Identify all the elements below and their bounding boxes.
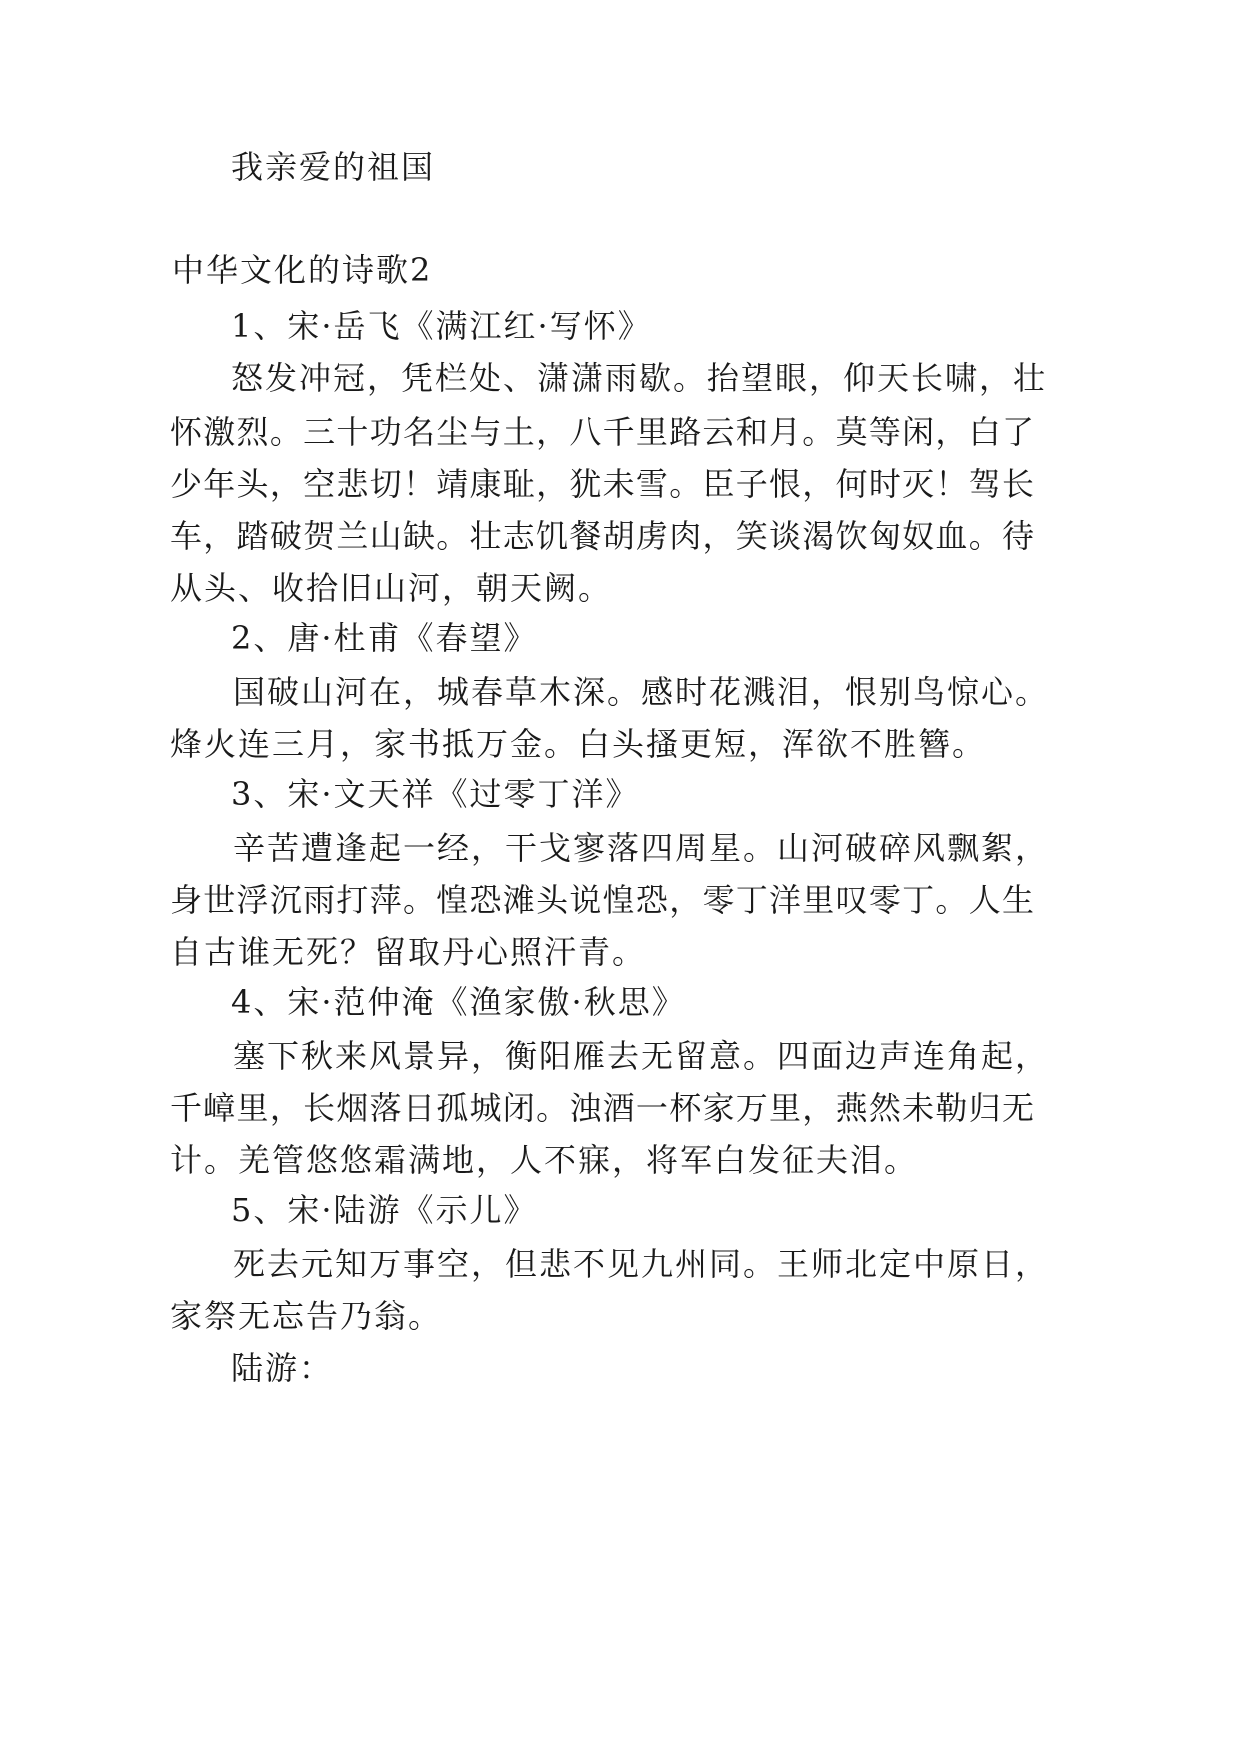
- section-title: 中华文化的诗歌2: [172, 251, 433, 289]
- poem-line: 车，踏破贺兰山缺。壮志饥餐胡虏肉，笑谈渴饮匈奴血。待: [170, 517, 1034, 555]
- poem-line: 死去元知万事空，但悲不见九州同。王师北定中原日，: [233, 1245, 1050, 1283]
- poem-line: 身世浮沉雨打萍。惶恐滩头说惶恐，零丁洋里叹零丁。人生: [170, 881, 1034, 919]
- closing-label: 陆游：: [231, 1349, 334, 1387]
- poem-line: 计。羌管悠悠霜满地，人不寐，将军白发征夫泪。: [170, 1141, 919, 1179]
- poem-heading: 5、宋·陆游《示儿》: [231, 1191, 538, 1229]
- poem-line: 家祭无忘告乃翁。: [170, 1297, 443, 1335]
- poem-heading: 1、宋·岳飞《满江红·写怀》: [231, 307, 652, 345]
- poem-heading: 4、宋·范仲淹《渔家傲·秋思》: [231, 983, 686, 1021]
- poem-line: 千嶂里，长烟落日孤城闭。浊酒一杯家万里，燕然未勒归无: [170, 1089, 1034, 1127]
- poem-heading: 2、唐·杜甫《春望》: [231, 619, 538, 657]
- poem-line: 烽火连三月，家书抵万金。白头搔更短，浑欲不胜簪。: [170, 725, 987, 763]
- poem-line: 怒发冲冠，凭栏处、潇潇雨歇。抬望眼，仰天长啸，壮: [231, 359, 1048, 397]
- poem-heading: 3、宋·文天祥《过零丁洋》: [231, 775, 640, 813]
- poem-line: 塞下秋来风景异，衡阳雁去无留意。四面边声连角起，: [233, 1037, 1050, 1075]
- poem-line: 少年头，空悲切！靖康耻，犹未雪。臣子恨，何时灭！驾长: [170, 465, 1034, 503]
- poem-line: 辛苦遭逢起一经，干戈寥落四周星。山河破碎风飘絮，: [233, 829, 1050, 867]
- poem-line: 从头、收拾旧山河，朝天阙。: [170, 569, 613, 607]
- poem-line: 怀激烈。三十功名尘与土，八千里路云和月。莫等闲，白了: [170, 413, 1034, 451]
- intro-line: 我亲爱的祖国: [231, 148, 436, 186]
- poem-line: 自古谁无死？留取丹心照汗青。: [170, 933, 647, 971]
- poem-line: 国破山河在，城春草木深。感时花溅泪，恨别鸟惊心。: [233, 673, 1050, 711]
